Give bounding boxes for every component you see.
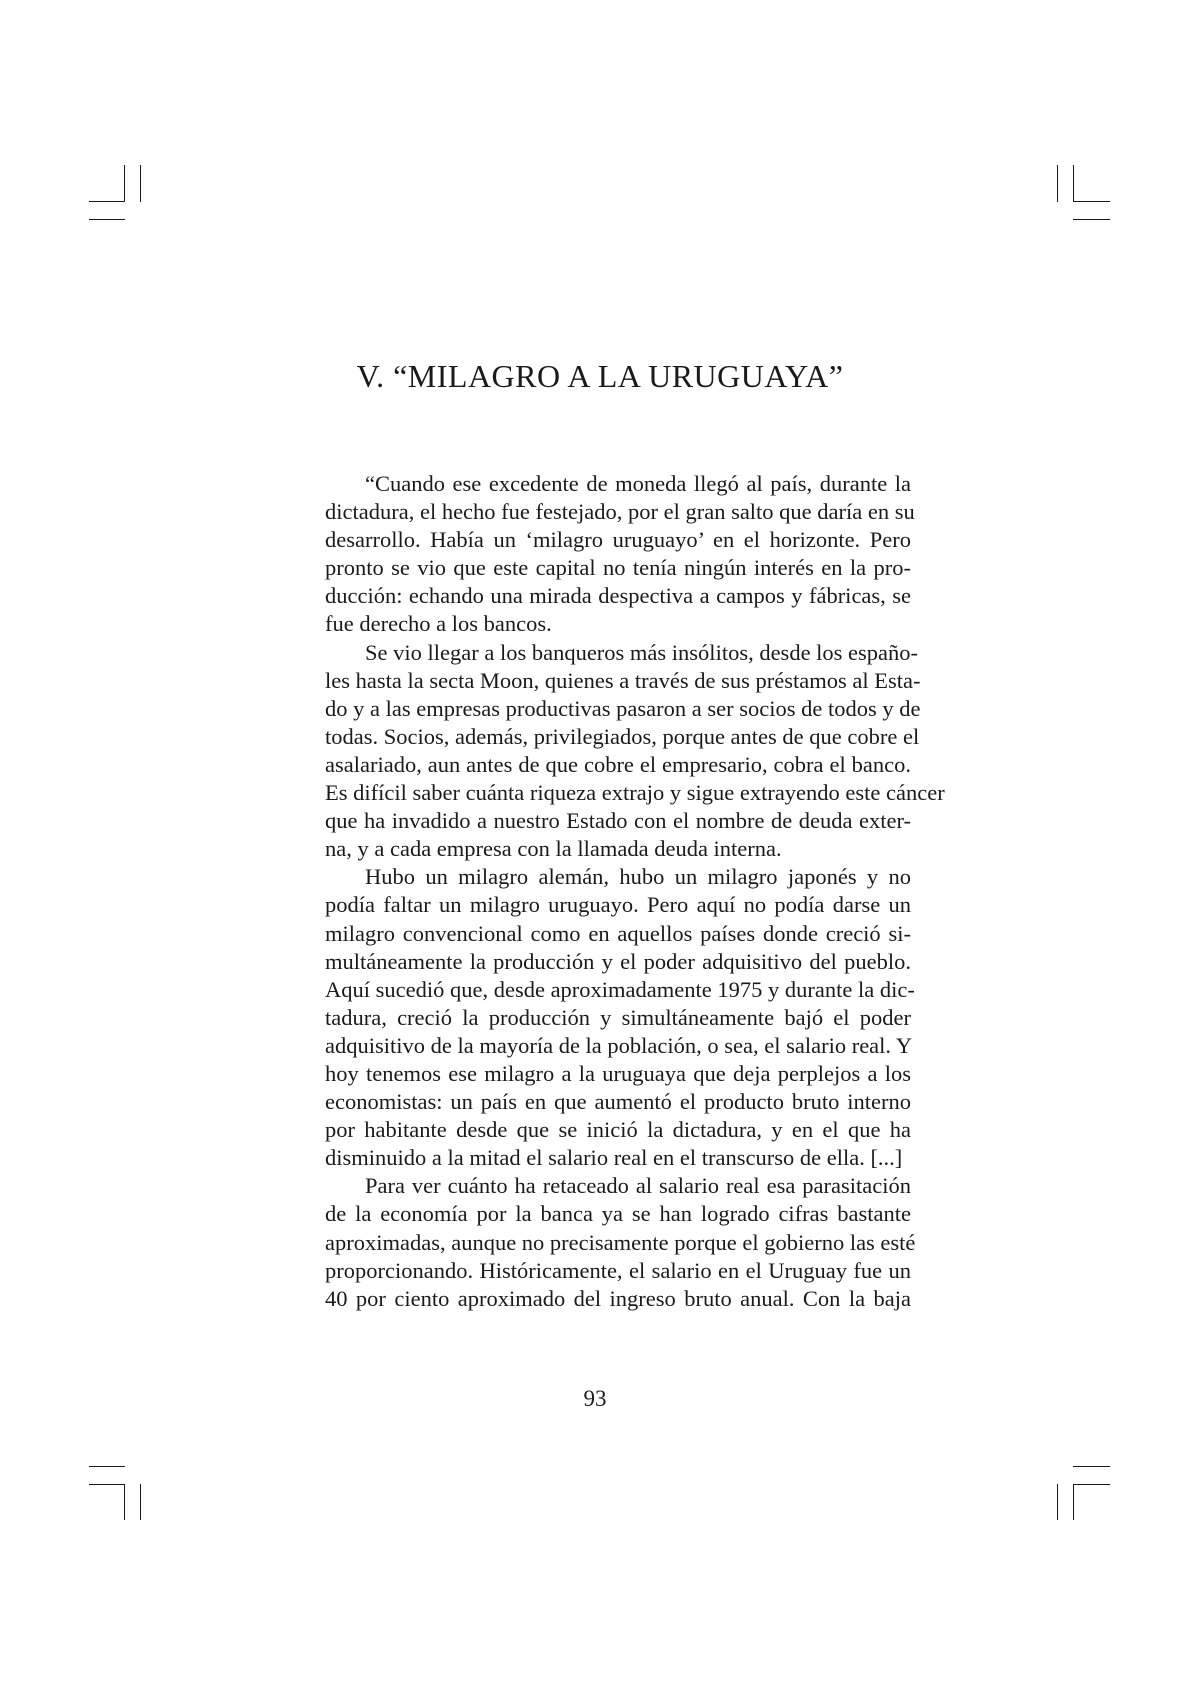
text-line: les hasta la secta Moon, quienes a través de sus préstamos al Esta- [325,667,921,693]
text-line: ducción: echando una mirada despectiva a campos y fábricas, se [325,583,911,609]
body-text [325,470,945,1313]
text-line: tadura, creció la producción y simultáneamente bajó el poder [325,1004,911,1030]
text-line: que ha invadido a nuestro Estado con el nombre de deuda exter- [325,808,911,834]
text-line: na, y a cada empresa con la llamada deuda interna. [325,836,782,862]
text-line: asalariado, aun antes de que cobre el empresario, cobra el banco. [325,751,911,777]
text-line: 40 por ciento aproximado del ingreso bruto anual. Con la baja [325,1285,911,1311]
text-line: dictadura, el hecho fue festejado, por el gran salto que daría en su [325,499,915,525]
text-line: Hubo un milagro alemán, hubo un milagro japonés y no [365,864,911,890]
text-line: milagro convencional como en aquellos países donde creció si- [325,920,911,946]
chapter-title: V. “MILAGRO A LA URUGUAYA” [356,358,844,394]
text-line: fue derecho a los bancos. [325,611,552,637]
text-line: disminuido a la mitad el salario real en el transcurso de ella. [...] [325,1145,903,1171]
text-line: adquisitivo de la mayoría de la población, o sea, el salario real. Y [325,1032,913,1058]
text-line: de la economía por la banca ya se han logrado cifras bastante [325,1201,911,1227]
text-line: Se vio llegar a los banqueros más insólitos, desde los españo- [365,639,919,665]
text-line: Es difícil saber cuánta riqueza extrajo y sigue extrayendo este cáncer [325,780,945,806]
text-line: proporcionando. Históricamente, el salario en el Uruguay fue un [325,1257,911,1283]
text-line: pronto se vio que este capital no tenía ningún interés en la pro- [325,555,911,581]
text-line: aproximadas, aunque no precisamente porque el gobierno las esté [325,1229,916,1255]
text-line: podía faltar un milagro uruguayo. Pero aquí no podía darse un [325,892,911,918]
text-line: todas. Socios, además, privilegiados, porque antes de que cobre el [325,723,920,749]
text-line: economistas: un país en que aumentó el producto bruto interno [325,1089,911,1115]
text-line: do y a las empresas productivas pasaron a ser socios de todos y de [325,695,921,721]
text-line: multáneamente la producción y el poder adquisitivo del pueblo. [325,948,911,974]
text-line: Aquí sucedió que, desde aproximadamente 1975 y durante la dic- [325,976,915,1002]
text-line: “Cuando ese excedente de moneda llegó al país, durante la [365,471,911,496]
text-line: desarrollo. Había un ‘milagro uruguayo’ en el horizonte. Pero [325,527,911,553]
text-line: Para ver cuánto ha retaceado al salario real esa parasitación [365,1173,911,1199]
text-line: por habitante desde que se inició la dictadura, y en el que ha [325,1117,911,1143]
text-line: hoy tenemos ese milagro a la uruguaya que deja perplejos a los [325,1060,911,1086]
page-number: 93 [583,1386,607,1411]
